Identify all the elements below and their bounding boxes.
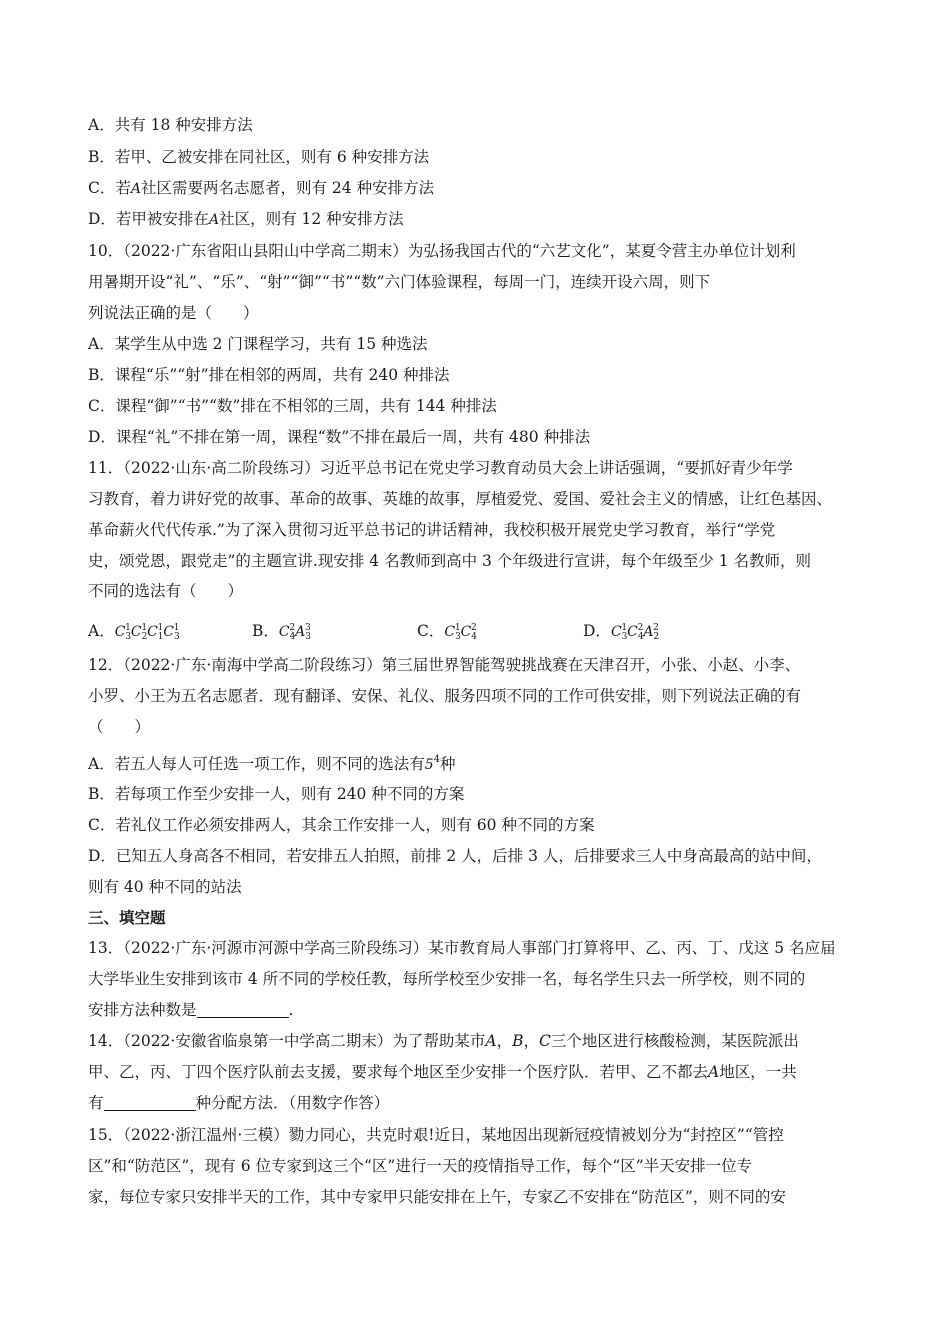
- q11-option-c: C．$C_3^1C_4^2$: [417, 622, 478, 642]
- q10-line-3: 列说法正确的是（ ）: [88, 304, 259, 322]
- q10-option-b: B．课程“乐”“射”排在相邻的两周，共有 240 种排法: [88, 366, 450, 384]
- q14-line-1: 14．（2022·安徽省临泉第一中学高二期末）为了帮助某市A，B，C三个地区进行核酸检测，某医院派出: [88, 1032, 799, 1050]
- section-heading: 三、填空题: [88, 908, 166, 927]
- q10-option-a: A．某学生从中选 2 门课程学习，共有 15 种选法: [88, 335, 428, 353]
- var-a: A: [130, 181, 141, 197]
- q13-line-3: 安排方法种数是 .: [88, 1001, 294, 1019]
- answer-blank[interactable]: [104, 1094, 196, 1111]
- q12-option-c: C．若礼仪工作必须安排两人，其余工作安排一人，则有 60 种不同的方案: [88, 816, 595, 834]
- q9-option-c: C．若A社区需要两名志愿者，则有 24 种安排方法: [88, 179, 435, 197]
- q10-line-1: 10．（2022·广东省阳山县阳山中学高二期末）为弘扬我国古代的“六艺文化”，某夏令营主办单位计划利: [88, 242, 796, 260]
- q15-line-2: 区”和“防范区”，现有 6 位专家到这三个“区”进行一天的疫情指导工作，每个“区”半天安排一位专: [88, 1157, 753, 1175]
- q9-option-a: A．共有 18 种安排方法: [88, 116, 253, 134]
- q10-option-c: C．课程“御”“书”“数”排在不相邻的三周，共有 144 种排法: [88, 397, 497, 415]
- q14-line-3: 有 种分配方法．（用数字作答）: [88, 1094, 390, 1112]
- q11-line-4: 史，颂党恩，跟党走”的主题宣讲.现安排 4 名教师到高中 3 个年级进行宣讲，每个年级至少 1 名教师，则: [88, 552, 812, 570]
- q11-line-1: 11．（2022·山东·高二阶段练习）习近平总书记在党史学习教育动员大会上讲话强调，“要抓好青少年学: [88, 459, 793, 477]
- q12-line-2: 小罗、小王为五名志愿者．现有翻译、安保、礼仪、服务四项不同的工作可供安排，则下列说法正确的有: [88, 687, 802, 705]
- q11-option-a: A．$C_3^1C_2^1C_1^1C_3^1$: [88, 622, 180, 642]
- q9-option-b: B．若甲、乙被安排在同社区，则有 6 种安排方法: [88, 148, 430, 166]
- q10-line-2: 用暑期开设“礼”、“乐”、“射”“御”“书”“数”六门体验课程，每周一门，连续开设六周，则下: [88, 273, 711, 291]
- q11-line-2: 习教育，着力讲好党的故事、革命的故事、英雄的故事，厚植爱党、爱国、爱社会主义的情感，让红色基因、: [88, 490, 833, 508]
- q13-line-1: 13．（2022·广东·河源市河源中学高三阶段练习）某市教育局人事部门打算将甲、乙、丙、丁、戊这 5 名应届: [88, 939, 836, 957]
- q11-option-b: B．$C_4^2A_3^3$: [252, 622, 311, 642]
- q12-option-d-line-2: 则有 40 种不同的站法: [88, 878, 242, 896]
- q10-option-d: D．课程“礼”不排在第一周，课程“数”不排在最后一周，共有 480 种排法: [88, 428, 591, 446]
- q14-line-2: 甲、乙，丙、丁四个医疗队前去支援，要求每个地区至少安排一个医疗队．若甲、乙不都去A地区，一共: [88, 1063, 797, 1081]
- q13-line-2: 大学毕业生安排到该市 4 所不同的学校任教，每所学校至少安排一名，每名学生只去一所学校，则不同的: [88, 970, 806, 988]
- q11-option-d: D．$C_3^1C_4^2A_2^2$: [583, 622, 660, 642]
- q15-line-1: 15．（2022·浙江温州·三模）勠力同心，共克时艰!近日，某地因出现新冠疫情被划分为“封控区”“管控: [88, 1126, 784, 1144]
- q12-option-b: B．若每项工作至少安排一人，则有 240 种不同的方案: [88, 785, 465, 803]
- q11-line-5: 不同的选法有（ ）: [88, 582, 244, 600]
- q12-option-a: A．若五人每人可任选一项工作，则不同的选法有$5^4$种: [88, 754, 456, 773]
- var-a: A: [208, 212, 220, 228]
- q11-line-3: 革命薪火代代传承.”为了深入贯彻习近平总书记的讲话精神，我校积极开展党史学习教育，举行“学党: [88, 521, 776, 539]
- answer-blank[interactable]: [197, 1001, 289, 1018]
- q12-line-1: 12．（2022·广东·南海中学高二阶段练习）第三届世界智能驾驶挑战赛在天津召开，小张、小赵、小李、: [88, 656, 801, 674]
- q15-line-3: 家，每位专家只安排半天的工作，其中专家甲只能安排在上午，专家乙不安排在“防范区”，则不同的安: [88, 1188, 786, 1206]
- q12-option-d-line-1: D．已知五人身高各不相同，若安排五人拍照，前排 2 人，后排 3 人，后排要求三人中身高最高的站中间，: [88, 847, 822, 865]
- q9-option-d: D．若甲被安排在A社区，则有 12 种安排方法: [88, 210, 404, 228]
- q12-line-3: （ ）: [88, 718, 151, 736]
